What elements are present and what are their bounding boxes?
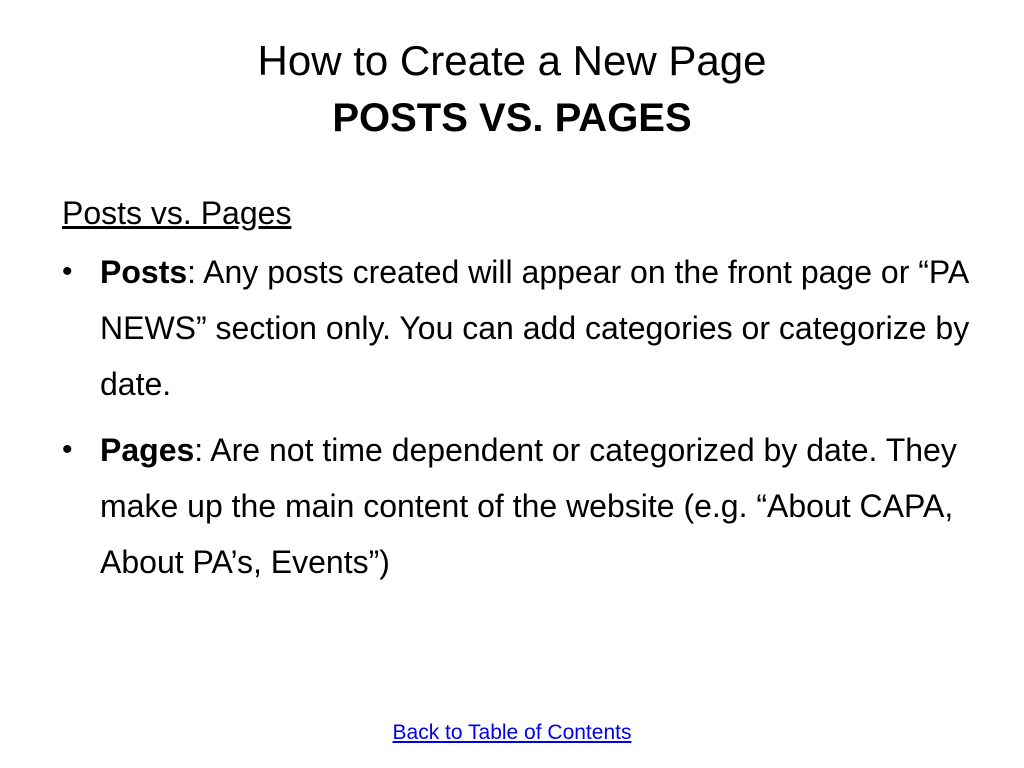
bullet-item-posts bbox=[62, 244, 972, 412]
footer bbox=[0, 718, 1024, 748]
bullet-item-pages bbox=[62, 422, 972, 590]
bullet-list bbox=[62, 244, 972, 590]
slide-title-block bbox=[50, 32, 974, 146]
slide-content bbox=[62, 190, 972, 600]
bullet-icon: • bbox=[62, 433, 73, 466]
slide-subtitle: POSTS VS. PAGES bbox=[332, 96, 692, 140]
slide-title: How to Create a New Page bbox=[257, 37, 767, 84]
bullet-icon: • bbox=[62, 255, 73, 288]
back-to-toc-link[interactable]: Back to Table of Contents bbox=[392, 721, 632, 744]
bullet-term: Posts bbox=[100, 254, 188, 290]
bullet-text: : Any posts created will appear on the front page or “PA NEWS” section only. You can add categories or categorize by date. bbox=[100, 254, 970, 402]
section-subheading: Posts vs. Pages bbox=[62, 195, 292, 231]
bullet-text: : Are not time dependent or categorized by date. They make up the main content of the website (e.g. “About CAPA, About PA’s, Events”) bbox=[100, 432, 957, 580]
bullet-term: Pages bbox=[100, 432, 195, 468]
